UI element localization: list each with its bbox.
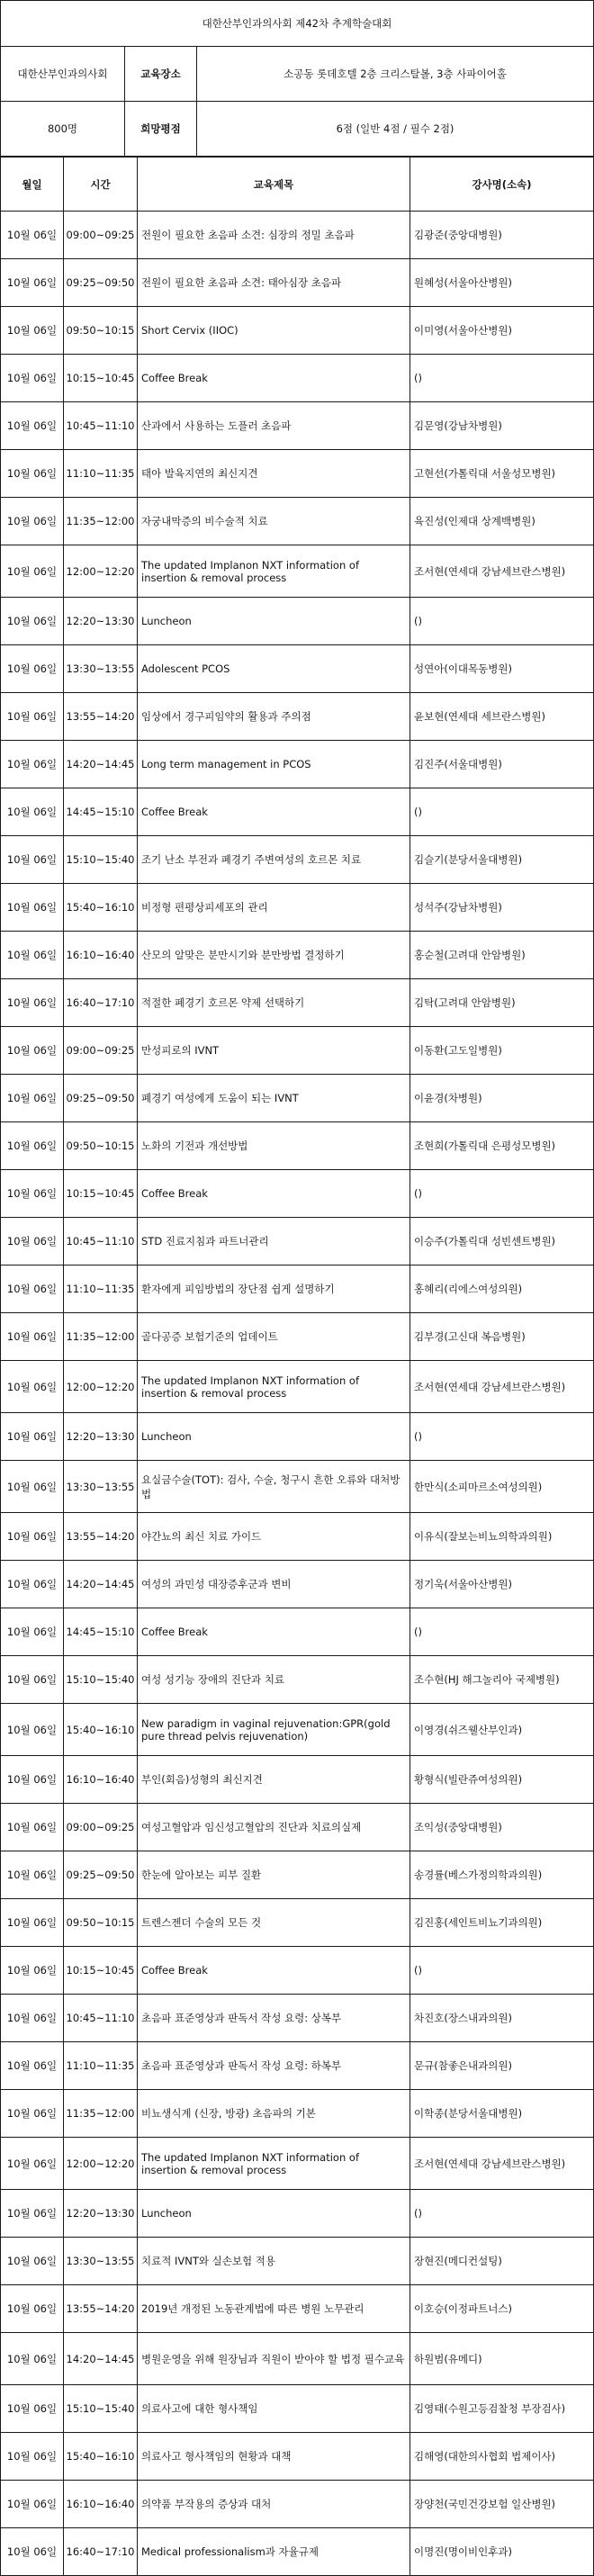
lecturer-cell: 문규(참좋은내과의원) [410, 2042, 594, 2090]
lecturer-cell: 장현진(메디컨설팅) [410, 2238, 594, 2285]
date-cell: 10월 06일 [1, 884, 64, 932]
column-header-time: 시간 [64, 158, 138, 212]
lecturer-cell: () [410, 2190, 594, 2238]
schedule-row [1, 1656, 594, 1704]
schedule-row [1, 1361, 594, 1413]
schedule-row [1, 2285, 594, 2333]
time-cell: 13:55~14:20 [64, 2285, 138, 2333]
schedule-row [1, 1122, 594, 1170]
topic-cell: Long term management in PCOS [138, 741, 410, 788]
time-cell: 13:55~14:20 [64, 1513, 138, 1561]
topic-cell: Coffee Break [138, 1608, 410, 1656]
lecturer-cell: 김진홍(세인트비뇨기과의원) [410, 1899, 594, 1947]
time-cell: 15:40~16:10 [64, 884, 138, 932]
time-cell: 14:45~15:10 [64, 1608, 138, 1656]
topic-cell: Coffee Break [138, 1170, 410, 1218]
date-cell: 10월 06일 [1, 1313, 64, 1361]
time-cell: 11:10~11:35 [64, 2042, 138, 2090]
date-cell: 10월 06일 [1, 2190, 64, 2238]
time-cell: 09:00~09:25 [64, 1027, 138, 1075]
date-cell: 10월 06일 [1, 1361, 64, 1413]
lecturer-cell: 이동환(고도일병원) [410, 1027, 594, 1075]
date-cell: 10월 06일 [1, 598, 64, 645]
lecturer-cell: 김영태(수원고등검찰청 부장검사) [410, 2385, 594, 2433]
schedule-row [1, 645, 594, 693]
topic-cell: Luncheon [138, 1413, 410, 1461]
date-cell: 10월 06일 [1, 979, 64, 1027]
lecturer-cell: () [410, 788, 594, 836]
column-header-lecturer: 강사명(소속) [410, 158, 594, 212]
topic-cell: The updated Implanon NXT information of insertion & removal process [138, 545, 410, 598]
time-cell: 16:10~16:40 [64, 932, 138, 979]
lecturer-cell: 성석주(강남차병원) [410, 884, 594, 932]
topic-cell: 초음파 표준영상과 판독서 작성 요령: 하복부 [138, 2042, 410, 2090]
date-cell: 10월 06일 [1, 1413, 64, 1461]
venue-value: 소공동 롯데호텔 2층 크리스탈볼, 3층 사파이어홀 [197, 47, 594, 102]
time-cell: 10:15~10:45 [64, 1947, 138, 1995]
lecturer-cell: 이윤경(차병원) [410, 1075, 594, 1122]
time-cell: 09:25~09:50 [64, 1851, 138, 1899]
topic-cell: 비정형 편평상피세포의 관리 [138, 884, 410, 932]
lecturer-cell: 육진성(인제대 상계백병원) [410, 498, 594, 545]
topic-cell: 비뇨생식계 (신장, 방광) 초음파의 기본 [138, 2090, 410, 2138]
time-cell: 10:15~10:45 [64, 355, 138, 402]
schedule-row [1, 1947, 594, 1995]
topic-cell: 산과에서 사용하는 도플러 초음파 [138, 402, 410, 450]
topic-cell: 조기 난소 부전과 폐경기 주변여성의 호르몬 치료 [138, 836, 410, 884]
date-cell: 10월 06일 [1, 307, 64, 355]
schedule-row [1, 498, 594, 545]
time-cell: 09:50~10:15 [64, 307, 138, 355]
lecturer-cell: 원혜성(서울아산병원) [410, 259, 594, 307]
date-cell: 10월 06일 [1, 2433, 64, 2481]
topic-cell: 트렌스젠더 수술의 모든 것 [138, 1899, 410, 1947]
column-header-topic: 교육제목 [138, 158, 410, 212]
date-cell: 10월 06일 [1, 1995, 64, 2042]
date-cell: 10월 06일 [1, 2385, 64, 2433]
lecturer-cell: 조서현(연세대 강남세브란스병원) [410, 1361, 594, 1413]
topic-cell: 여성 성기능 장애의 진단과 치료 [138, 1656, 410, 1704]
lecturer-cell: 이영경(쉬즈웰산부인과) [410, 1704, 594, 1756]
lecturer-cell: 홍순철(고려대 안암병원) [410, 932, 594, 979]
topic-cell: 요실금수술(TOT): 검사, 수술, 청구시 흔한 오류와 대처방법 [138, 1461, 410, 1513]
lecturer-cell: 하원범(유메디) [410, 2333, 594, 2385]
date-cell: 10월 06일 [1, 1656, 64, 1704]
lecturer-cell: 김탁(고려대 안암병원) [410, 979, 594, 1027]
topic-cell: 초음파 표준영상과 판독서 작성 요령: 상복부 [138, 1995, 410, 2042]
date-cell: 10월 06일 [1, 2481, 64, 2528]
topic-cell: 산모의 알맞은 분만시기와 분만방법 결정하기 [138, 932, 410, 979]
topic-cell: The updated Implanon NXT information of insertion & removal process [138, 1361, 410, 1413]
date-cell: 10월 06일 [1, 1756, 64, 1804]
time-cell: 11:10~11:35 [64, 1265, 138, 1313]
topic-cell: 자궁내막증의 비수술적 치료 [138, 498, 410, 545]
time-cell: 12:20~13:30 [64, 2190, 138, 2238]
venue-label: 교육장소 [125, 47, 197, 102]
lecturer-cell: 홍혜리(리에스여성의원) [410, 1265, 594, 1313]
date-cell: 10월 06일 [1, 1075, 64, 1122]
schedule-row [1, 741, 594, 788]
schedule-row [1, 1170, 594, 1218]
time-cell: 14:20~14:45 [64, 1561, 138, 1608]
schedule-row [1, 2090, 594, 2138]
lecturer-cell: 김해영(대한의사협회 법제이사) [410, 2433, 594, 2481]
lecturer-cell: () [410, 1608, 594, 1656]
schedule-row [1, 402, 594, 450]
schedule-row [1, 932, 594, 979]
date-cell: 10월 06일 [1, 2090, 64, 2138]
date-cell: 10월 06일 [1, 212, 64, 259]
date-cell: 10월 06일 [1, 788, 64, 836]
time-cell: 16:40~17:10 [64, 2528, 138, 2576]
time-cell: 14:45~15:10 [64, 788, 138, 836]
schedule-row [1, 979, 594, 1027]
schedule-row [1, 2138, 594, 2190]
topic-cell: 골다공증 보험기준의 업데이트 [138, 1313, 410, 1361]
lecturer-cell: 한만식(소피마르소여성의원) [410, 1461, 594, 1513]
date-cell: 10월 06일 [1, 1122, 64, 1170]
date-cell: 10월 06일 [1, 355, 64, 402]
time-cell: 14:20~14:45 [64, 741, 138, 788]
schedule-row [1, 1513, 594, 1561]
time-cell: 15:40~16:10 [64, 2433, 138, 2481]
topic-cell: The updated Implanon NXT information of insertion & removal process [138, 2138, 410, 2190]
lecturer-cell: 조서현(연세대 강남세브란스병원) [410, 545, 594, 598]
date-cell: 10월 06일 [1, 2042, 64, 2090]
date-cell: 10월 06일 [1, 498, 64, 545]
schedule-row [1, 598, 594, 645]
topic-cell: 만성피로의 IVNT [138, 1027, 410, 1075]
lecturer-cell: 정기욱(서울아산병원) [410, 1561, 594, 1608]
schedule-row [1, 212, 594, 259]
schedule-row [1, 2333, 594, 2385]
schedule-row [1, 2528, 594, 2576]
topic-cell: 태아 발육지연의 최신지견 [138, 450, 410, 498]
topic-cell: 의료사고 형사책임의 현황과 대책 [138, 2433, 410, 2481]
topic-cell: 치료적 IVNT와 실손보험 적용 [138, 2238, 410, 2285]
topic-cell: 여성고혈압과 임신성고혈압의 진단과 치료의실제 [138, 1804, 410, 1851]
schedule-row [1, 1756, 594, 1804]
schedule-row [1, 1461, 594, 1513]
date-cell: 10월 06일 [1, 1947, 64, 1995]
date-cell: 10월 06일 [1, 932, 64, 979]
schedule-row [1, 1561, 594, 1608]
topic-cell: Medical professionalism과 자율규제 [138, 2528, 410, 2576]
lecturer-cell: 고현선(가톨릭대 서울성모병원) [410, 450, 594, 498]
time-cell: 15:10~15:40 [64, 1656, 138, 1704]
time-cell: 11:10~11:35 [64, 450, 138, 498]
date-cell: 10월 06일 [1, 259, 64, 307]
schedule-row [1, 1265, 594, 1313]
date-cell: 10월 06일 [1, 2285, 64, 2333]
date-cell: 10월 06일 [1, 2238, 64, 2285]
lecturer-cell: 김부경(고신대 복음병원) [410, 1313, 594, 1361]
schedule-row [1, 1995, 594, 2042]
time-cell: 13:30~13:55 [64, 645, 138, 693]
time-cell: 13:55~14:20 [64, 693, 138, 741]
time-cell: 10:45~11:10 [64, 1218, 138, 1265]
topic-cell: 야간뇨의 최신 치료 가이드 [138, 1513, 410, 1561]
topic-cell: 환자에게 피임방법의 장단점 쉽게 설명하기 [138, 1265, 410, 1313]
topic-cell: Coffee Break [138, 355, 410, 402]
date-cell: 10월 06일 [1, 450, 64, 498]
topic-cell: 전원이 필요한 초음파 소견: 심장의 정밀 초음파 [138, 212, 410, 259]
time-cell: 12:20~13:30 [64, 1413, 138, 1461]
topic-cell: Adolescent PCOS [138, 645, 410, 693]
lecturer-cell: 조익성(중앙대병원) [410, 1804, 594, 1851]
time-cell: 11:35~12:00 [64, 498, 138, 545]
date-cell: 10월 06일 [1, 741, 64, 788]
topic-cell: 노화의 기전과 개선방법 [138, 1122, 410, 1170]
date-cell: 10월 06일 [1, 2138, 64, 2190]
schedule-row [1, 1413, 594, 1461]
time-cell: 12:20~13:30 [64, 598, 138, 645]
date-cell: 10월 06일 [1, 1561, 64, 1608]
time-cell: 15:40~16:10 [64, 1704, 138, 1756]
schedule-row [1, 2238, 594, 2285]
schedule-row [1, 1075, 594, 1122]
date-cell: 10월 06일 [1, 1513, 64, 1561]
date-cell: 10월 06일 [1, 1608, 64, 1656]
column-header-row [1, 158, 594, 212]
lecturer-cell: 성연아(이대목동병원) [410, 645, 594, 693]
lecturer-cell: () [410, 355, 594, 402]
schedule-row [1, 836, 594, 884]
time-cell: 12:00~12:20 [64, 545, 138, 598]
lecturer-cell: 이유식(잘보는비뇨의학과의원) [410, 1513, 594, 1561]
time-cell: 14:20~14:45 [64, 2333, 138, 2385]
date-cell: 10월 06일 [1, 645, 64, 693]
date-cell: 10월 06일 [1, 2528, 64, 2576]
schedule-row [1, 2042, 594, 2090]
lecturer-cell: 김진주(서울대병원) [410, 741, 594, 788]
lecturer-cell: 이명진(명이비인후과) [410, 2528, 594, 2576]
topic-cell: 전원이 필요한 초음파 소견: 태아심장 초음파 [138, 259, 410, 307]
date-cell: 10월 06일 [1, 1704, 64, 1756]
document-title: 대한산부인과의사회 제42차 추계학술대회 [1, 1, 594, 47]
lecturer-cell: 차진호(장스내과의원) [410, 1995, 594, 2042]
topic-cell: 폐경기 여성에게 도움이 되는 IVNT [138, 1075, 410, 1122]
schedule-row [1, 1804, 594, 1851]
credits-label: 희망평점 [125, 102, 197, 157]
schedule-row [1, 2433, 594, 2481]
lecturer-cell: 조현희(가톨릭대 은평성모병원) [410, 1122, 594, 1170]
topic-cell: 의료사고에 대한 형사책임 [138, 2385, 410, 2433]
schedule-row [1, 2190, 594, 2238]
lecturer-cell: 황형식(빌란쥬여성의원) [410, 1756, 594, 1804]
lecturer-cell: 김문영(강남차병원) [410, 402, 594, 450]
lecturer-cell: 이승주(가톨릭대 성빈센트병원) [410, 1218, 594, 1265]
schedule-row [1, 545, 594, 598]
topic-cell: 한눈에 알아보는 피부 질환 [138, 1851, 410, 1899]
lecturer-cell: () [410, 1170, 594, 1218]
schedule-table [0, 157, 594, 2576]
lecturer-cell: 이미영(서울아산병원) [410, 307, 594, 355]
schedule-row [1, 2385, 594, 2433]
time-cell: 12:00~12:20 [64, 1361, 138, 1413]
date-cell: 10월 06일 [1, 2333, 64, 2385]
topic-cell: 임상에서 경구피임약의 활용과 주의점 [138, 693, 410, 741]
topic-cell: 부인(회음)성형의 최신지견 [138, 1756, 410, 1804]
time-cell: 10:15~10:45 [64, 1170, 138, 1218]
lecturer-cell: 김광준(중앙대병원) [410, 212, 594, 259]
capacity-value: 800명 [1, 102, 125, 157]
topic-cell: Coffee Break [138, 788, 410, 836]
schedule-row [1, 259, 594, 307]
date-cell: 10월 06일 [1, 402, 64, 450]
lecturer-cell: 윤보현(연세대 세브란스병원) [410, 693, 594, 741]
topic-cell: Luncheon [138, 2190, 410, 2238]
time-cell: 13:30~13:55 [64, 2238, 138, 2285]
date-cell: 10월 06일 [1, 836, 64, 884]
lecturer-cell: 장양천(국민건강보험 일산병원) [410, 2481, 594, 2528]
topic-cell: STD 진료지침과 파트너관리 [138, 1218, 410, 1265]
schedule-row [1, 307, 594, 355]
date-cell: 10월 06일 [1, 1027, 64, 1075]
time-cell: 12:00~12:20 [64, 2138, 138, 2190]
schedule-row [1, 450, 594, 498]
topic-cell: 적절한 폐경기 호르몬 약제 선택하기 [138, 979, 410, 1027]
schedule-row [1, 2481, 594, 2528]
schedule-row [1, 1704, 594, 1756]
time-cell: 13:30~13:55 [64, 1461, 138, 1513]
schedule-row [1, 1851, 594, 1899]
schedule-row [1, 884, 594, 932]
schedule-row [1, 1027, 594, 1075]
lecturer-cell: 송경률(베스가정의학과의원) [410, 1851, 594, 1899]
time-cell: 09:50~10:15 [64, 1899, 138, 1947]
organization-name: 대한산부인과의사회 [1, 47, 125, 102]
time-cell: 09:25~09:50 [64, 259, 138, 307]
time-cell: 11:35~12:00 [64, 2090, 138, 2138]
time-cell: 10:45~11:10 [64, 1995, 138, 2042]
time-cell: 16:10~16:40 [64, 1756, 138, 1804]
topic-cell: New paradigm in vaginal rejuvenation:GPR(gold pure thread pelvis rejuvenation) [138, 1704, 410, 1756]
date-cell: 10월 06일 [1, 1804, 64, 1851]
date-cell: 10월 06일 [1, 1218, 64, 1265]
time-cell: 11:35~12:00 [64, 1313, 138, 1361]
lecturer-cell: 이호승(이정파트너스) [410, 2285, 594, 2333]
schedule-row [1, 1608, 594, 1656]
time-cell: 16:40~17:10 [64, 979, 138, 1027]
lecturer-cell: 김슬기(분당서울대병원) [410, 836, 594, 884]
time-cell: 10:45~11:10 [64, 402, 138, 450]
schedule-row [1, 788, 594, 836]
schedule-row [1, 355, 594, 402]
column-header-date: 월일 [1, 158, 64, 212]
lecturer-cell: 조수현(HJ 해그놀리아 국제병원) [410, 1656, 594, 1704]
topic-cell: Luncheon [138, 598, 410, 645]
date-cell: 10월 06일 [1, 1899, 64, 1947]
schedule-row [1, 693, 594, 741]
time-cell: 15:10~15:40 [64, 836, 138, 884]
header-table [0, 0, 594, 157]
schedule-row [1, 1313, 594, 1361]
topic-cell: Coffee Break [138, 1947, 410, 1995]
time-cell: 15:10~15:40 [64, 2385, 138, 2433]
time-cell: 09:00~09:25 [64, 212, 138, 259]
date-cell: 10월 06일 [1, 1170, 64, 1218]
lecturer-cell: () [410, 1947, 594, 1995]
lecturer-cell: () [410, 1413, 594, 1461]
date-cell: 10월 06일 [1, 545, 64, 598]
topic-cell: Short Cervix (IIOC) [138, 307, 410, 355]
topic-cell: 의약품 부작용의 증상과 대처 [138, 2481, 410, 2528]
time-cell: 09:00~09:25 [64, 1804, 138, 1851]
date-cell: 10월 06일 [1, 1851, 64, 1899]
date-cell: 10월 06일 [1, 693, 64, 741]
time-cell: 09:25~09:50 [64, 1075, 138, 1122]
lecturer-cell: 조서현(연세대 강남세브란스병원) [410, 2138, 594, 2190]
time-cell: 16:10~16:40 [64, 2481, 138, 2528]
date-cell: 10월 06일 [1, 1461, 64, 1513]
schedule-row [1, 1899, 594, 1947]
credits-value: 6점 (일반 4점 / 필수 2점) [197, 102, 594, 157]
date-cell: 10월 06일 [1, 1265, 64, 1313]
schedule-row [1, 1218, 594, 1265]
topic-cell: 2019년 개정된 노동관계법에 따른 병원 노무관리 [138, 2285, 410, 2333]
time-cell: 09:50~10:15 [64, 1122, 138, 1170]
lecturer-cell: 이학종(분당서울대병원) [410, 2090, 594, 2138]
lecturer-cell: () [410, 598, 594, 645]
topic-cell: 여성의 과민성 대장증후군과 변비 [138, 1561, 410, 1608]
topic-cell: 병원운영을 위해 원장님과 직원이 받아야 할 법정 필수교육 [138, 2333, 410, 2385]
